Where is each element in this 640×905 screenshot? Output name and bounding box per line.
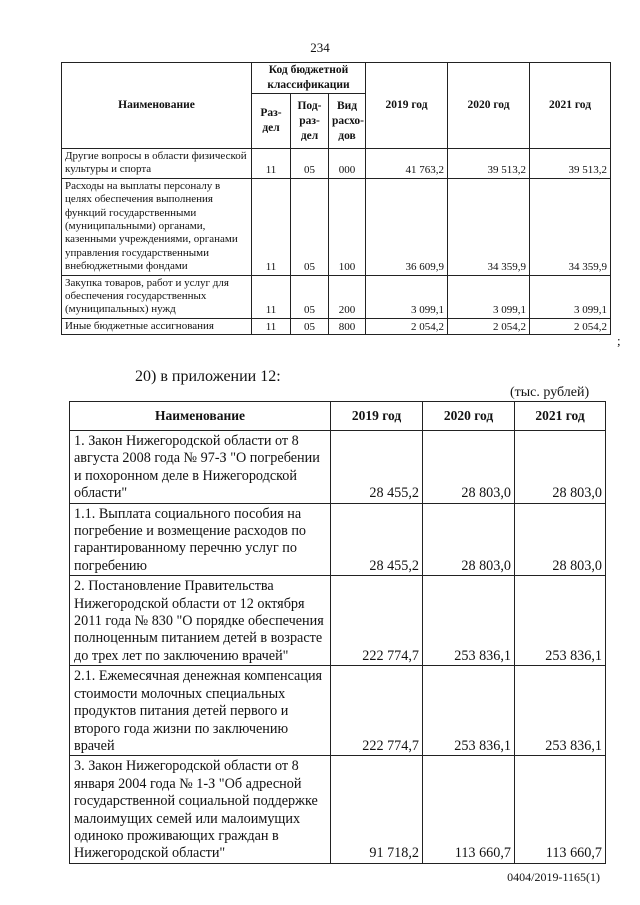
row-2020: 28 803,0 (423, 503, 515, 576)
header-name: Наименование (70, 402, 331, 431)
table-row (62, 149, 611, 179)
row-name: 1.1. Выплата социального пособия на погребение и возмещение расходов по гарантированному перечню услуг по погребению (70, 503, 331, 576)
row-2021: 253 836,1 (515, 576, 606, 666)
table-row (70, 503, 606, 576)
row-name: 2.1. Ежемесячная денежная компенсация стоимости молочных специальных продуктов питания детей первого и второго года жизни по заключению врачей (70, 666, 331, 756)
row-vid: 100 (329, 178, 366, 275)
row-2021: 113 660,7 (515, 756, 606, 863)
page-number: 234 (310, 40, 330, 55)
row-2021: 28 803,0 (515, 431, 606, 504)
trailing-semicolon: ; (617, 333, 621, 348)
row-2020: 253 836,1 (423, 666, 515, 756)
row-2019: 28 455,2 (331, 503, 423, 576)
row-name: Иные бюджетные ассигнования (62, 318, 252, 334)
header-2019: 2019 год (331, 402, 423, 431)
row-name: Другие вопросы в области физической культуры и спорта (62, 149, 252, 179)
header-2020: 2020 год (448, 63, 530, 149)
row-name: 2. Постановление Правительства Нижегородской области от 12 октября 2011 года № 830 "О порядке обеспечения полноценным питанием детей в возрасте до трех лет по заключению врачей" (70, 576, 331, 666)
row-2019: 41 763,2 (366, 149, 448, 179)
row-razdel: 11 (252, 149, 291, 179)
row-razdel: 11 (252, 275, 291, 318)
row-podrazdel: 05 (291, 149, 329, 179)
row-vid: 800 (329, 318, 366, 334)
header-vid: Вид расхо- дов (329, 94, 366, 149)
table-row (70, 666, 606, 756)
document-code: 0404/2019-1165(1) (507, 870, 600, 884)
row-2020: 113 660,7 (423, 756, 515, 863)
row-2020: 2 054,2 (448, 318, 530, 334)
table-row (70, 431, 606, 504)
header-code-group: Код бюджетной классификации (252, 63, 366, 94)
row-name: Закупка товаров, работ и услуг для обеспечения государственных (муниципальных) нужд (62, 275, 252, 318)
header-2019: 2019 год (366, 63, 448, 149)
row-2019: 28 455,2 (331, 431, 423, 504)
row-2020: 253 836,1 (423, 576, 515, 666)
table-row (70, 756, 606, 863)
budget-classification-table (61, 62, 611, 335)
row-2019: 91 718,2 (331, 756, 423, 863)
row-podrazdel: 05 (291, 275, 329, 318)
row-razdel: 11 (252, 178, 291, 275)
row-2019: 2 054,2 (366, 318, 448, 334)
row-name: 3. Закон Нижегородской области от 8 января 2004 года № 1-З "Об адресной государственной социальной поддержке малоимущих семей или малоимущих одиноко проживающих граждан в Нижегородской области" (70, 756, 331, 863)
row-podrazdel: 05 (291, 318, 329, 334)
row-2019: 222 774,7 (331, 576, 423, 666)
row-2021: 28 803,0 (515, 503, 606, 576)
row-name: Расходы на выплаты персоналу в целях обеспечения выполнения функций государственными (муниципальными) органами, казенными учреждениями, органами управления государственными внебюджетными фондами (62, 178, 252, 275)
row-name: 1. Закон Нижегородской области от 8 августа 2008 года № 97-З "О погребении и похоронном деле в Нижегородской области" (70, 431, 331, 504)
header-name: Наименование (62, 63, 252, 149)
row-2020: 3 099,1 (448, 275, 530, 318)
row-vid: 200 (329, 275, 366, 318)
row-razdel: 11 (252, 318, 291, 334)
header-podrazdel: Под- раз- дел (291, 94, 329, 149)
unit-note: (тыс. рублей) (510, 385, 590, 400)
row-2019: 3 099,1 (366, 275, 448, 318)
row-2021: 3 099,1 (530, 275, 611, 318)
row-2021: 34 359,9 (530, 178, 611, 275)
header-2020: 2020 год (423, 402, 515, 431)
row-vid: 000 (329, 149, 366, 179)
row-podrazdel: 05 (291, 178, 329, 275)
row-2019: 36 609,9 (366, 178, 448, 275)
appendix-12-table (69, 401, 606, 864)
table-row (62, 275, 611, 318)
header-2021: 2021 год (515, 402, 606, 431)
header-razdel: Раз- дел (252, 94, 291, 149)
table-row (62, 318, 611, 334)
row-2020: 28 803,0 (423, 431, 515, 504)
row-2021: 2 054,2 (530, 318, 611, 334)
header-2021: 2021 год (530, 63, 611, 149)
row-2020: 34 359,9 (448, 178, 530, 275)
row-2021: 253 836,1 (515, 666, 606, 756)
row-2019: 222 774,7 (331, 666, 423, 756)
row-2020: 39 513,2 (448, 149, 530, 179)
table-row (70, 576, 606, 666)
table-row (62, 178, 611, 275)
row-2021: 39 513,2 (530, 149, 611, 179)
section-heading: 20) в приложении 12: (135, 368, 281, 385)
